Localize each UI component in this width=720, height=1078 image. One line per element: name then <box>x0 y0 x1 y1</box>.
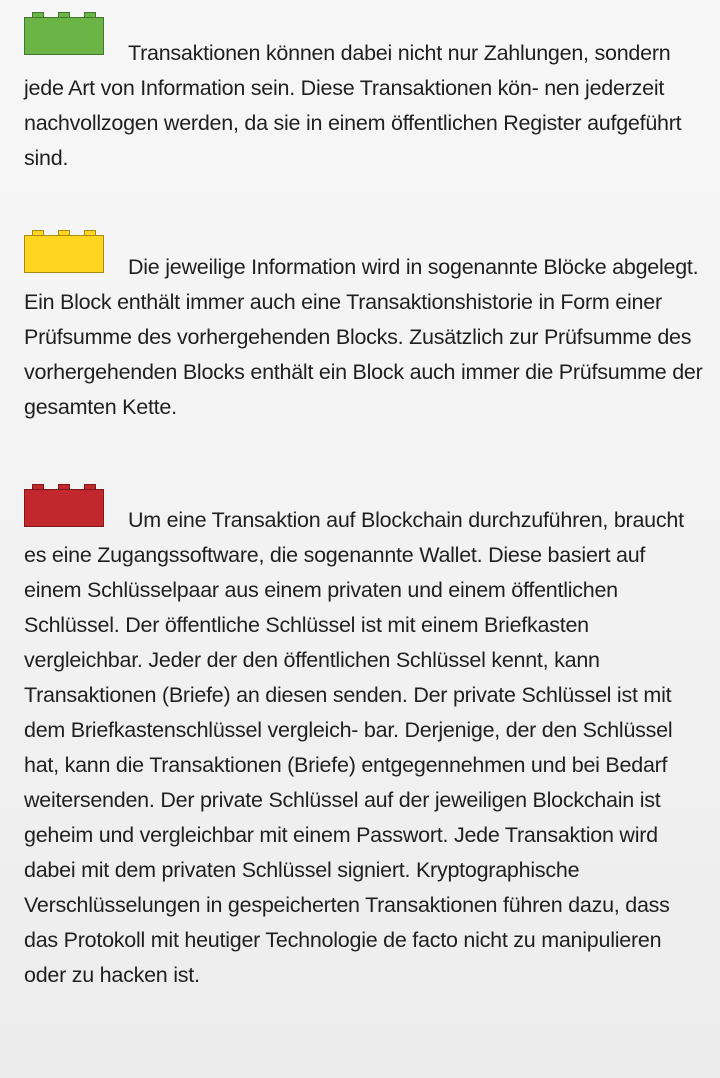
paragraph-wallet: Um eine Transaktion auf Blockchain durchzuführen, braucht es eine Zugangssoftware, die sogenannte Wallet. Diese basiert auf einem Schlüsselpaar aus einem privaten und einem öffentlichen Schlüssel. Der öffentliche Schlüssel ist mit einem Briefkasten vergleichbar. Jeder der den öffentlichen Schlüssel kennt, kann Transaktionen (Briefe) an diesen senden. Der private Schlüssel ist mit dem Briefkastenschlüssel vergleich- bar. Derjenige, der den Schlüssel hat, kann die Transaktionen (Briefe) entgegennehmen und bei Bedarf weitersenden. Der private Schlüssel auf der jeweiligen Blockchain ist geheim und vergleichbar mit einem Passwort. Jede Transaktion wird dabei mit dem privaten Schlüssel signiert. Kryptographische Verschlüsselungen in gespeicherten Transaktionen führen dazu, dass das Protokoll mit heutiger Technologie de facto nicht zu manipulieren oder zu hacken ist. <box>24 508 684 987</box>
paragraph-transactions: Transaktionen können dabei nicht nur Zahlungen, sondern jede Art von Information sein. Diese Transaktionen kön- nen jederzeit nachvollzogen werden, da sie in einem öffentlichen Register aufgeführt sind. <box>24 41 682 170</box>
paragraph-blocks: Die jeweilige Information wird in sogenannte Blöcke abgelegt. Ein Block enthält immer auch eine Transaktionshistorie in Form einer Prüfsumme des vorhergehenden Blocks. Zusätzlich zur Prüfsumme des vorhergehenden Blocks enthält ein Block auch immer die Prüfsumme der gesamten Kette. <box>24 255 703 419</box>
section-wallet <box>24 484 704 993</box>
section-blocks <box>24 230 704 425</box>
section-transactions <box>24 12 704 176</box>
